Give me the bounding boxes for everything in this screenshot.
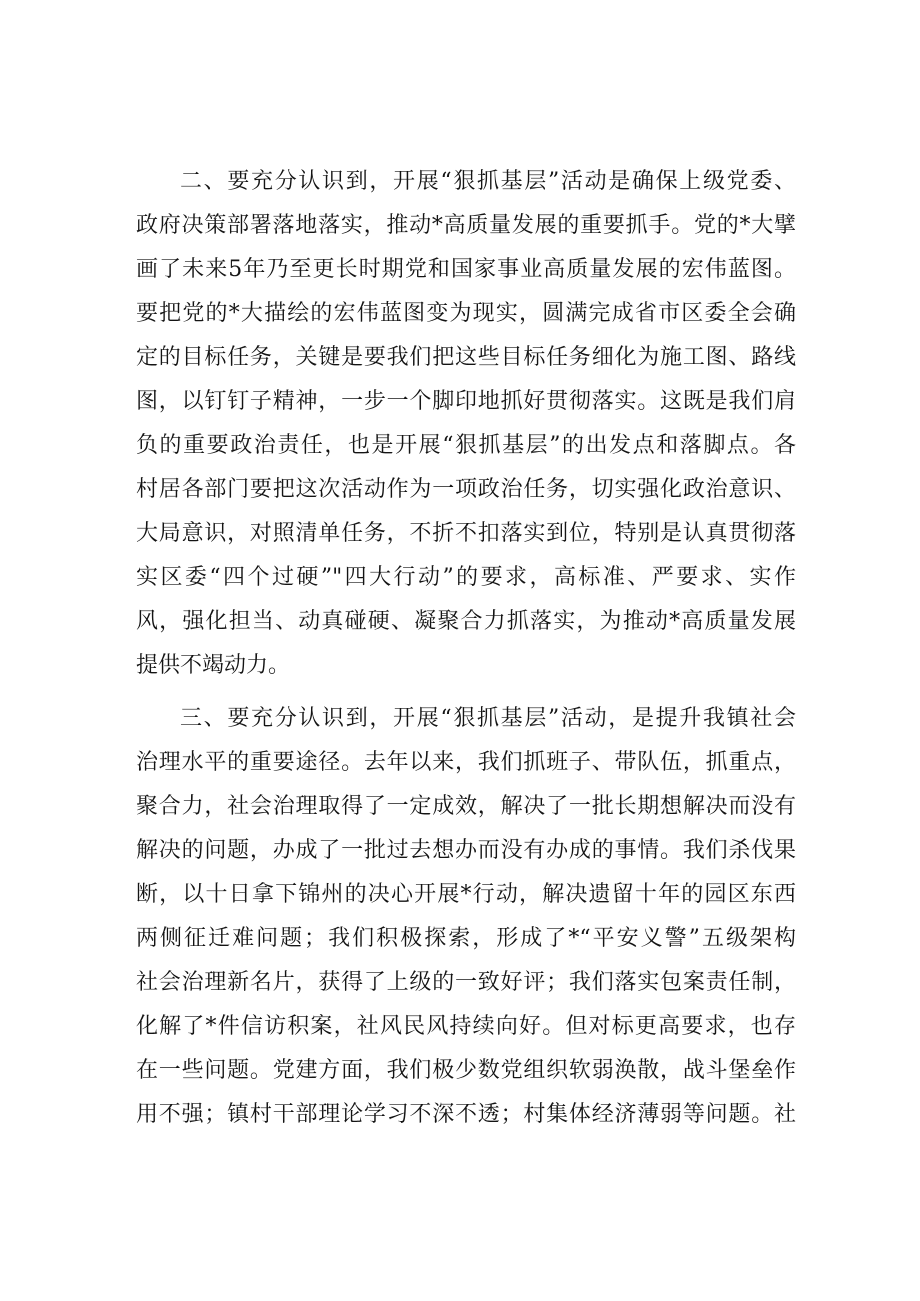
paragraph-line: 政府决策部署落地落实，推动*高质量发展的重要抓手。党的*大擘 [136, 213, 796, 238]
paragraph-line: 断，以十日拿下锦州的决心开展*行动，解决遗留十年的园区东西 [136, 882, 796, 907]
paragraph-line: 三、要充分认识到，开展“狠抓基层”活动，是提升我镇社会 [180, 706, 796, 731]
paragraph-line: 实区委“四个过硬”"四大行动”的要求，高标准、严要求、实作 [136, 565, 796, 590]
paragraph-line: 村居各部门要把这次活动作为一项政治任务，切实强化政治意识、 [136, 477, 796, 502]
paragraph-line: 大局意识，对照清单任务，不折不扣落实到位，特别是认真贯彻落 [136, 521, 796, 546]
paragraph-line: 要把党的*大描绘的宏伟蓝图变为现实，圆满完成省市区委全会确 [136, 301, 796, 326]
paragraph-line: 治理水平的重要途径。去年以来，我们抓班子、带队伍，抓重点， [136, 750, 796, 775]
paragraph-line: 用不强；镇村干部理论学习不深不透；村集体经济薄弱等问题。社 [136, 1102, 796, 1127]
paragraph-line: 两侧征迁难问题；我们积极探索，形成了*“平安义警”五级架构 [136, 926, 796, 951]
paragraph-line: 社会治理新名片，获得了上级的一致好评；我们落实包案责任制， [136, 970, 796, 995]
paragraph-line: 聚合力，社会治理取得了一定成效，解决了一批长期想解决而没有 [136, 794, 796, 819]
paragraph-line: 二、要充分认识到，开展“狠抓基层”活动是确保上级党委、 [180, 169, 796, 194]
paragraph-line: 解决的问题，办成了一批过去想办而没有办成的事情。我们杀伐果 [136, 838, 796, 863]
paragraph-line: 负的重要政治责任，也是开展“狠抓基层”的出发点和落脚点。各 [136, 433, 796, 458]
paragraph-line: 风，强化担当、动真碰硬、凝聚合力抓落实，为推动*高质量发展 [136, 609, 796, 634]
paragraph-line: 提供不竭动力。 [136, 653, 291, 678]
paragraph-line: 定的目标任务，关键是要我们把这些目标任务细化为施工图、路线 [136, 345, 796, 370]
paragraph-line: 画了未来5年乃至更长时期党和国家事业高质量发展的宏伟蓝图。 [136, 257, 796, 282]
paragraph-line: 化解了*件信访积案，社风民风持续向好。但对标更高要求，也存 [136, 1014, 796, 1039]
paragraph-line: 图，以钉钉子精神，一步一个脚印地抓好贯彻落实。这既是我们肩 [136, 389, 796, 414]
paragraph-line: 在一些问题。党建方面，我们极少数党组织软弱涣散，战斗堡垒作 [136, 1058, 796, 1083]
